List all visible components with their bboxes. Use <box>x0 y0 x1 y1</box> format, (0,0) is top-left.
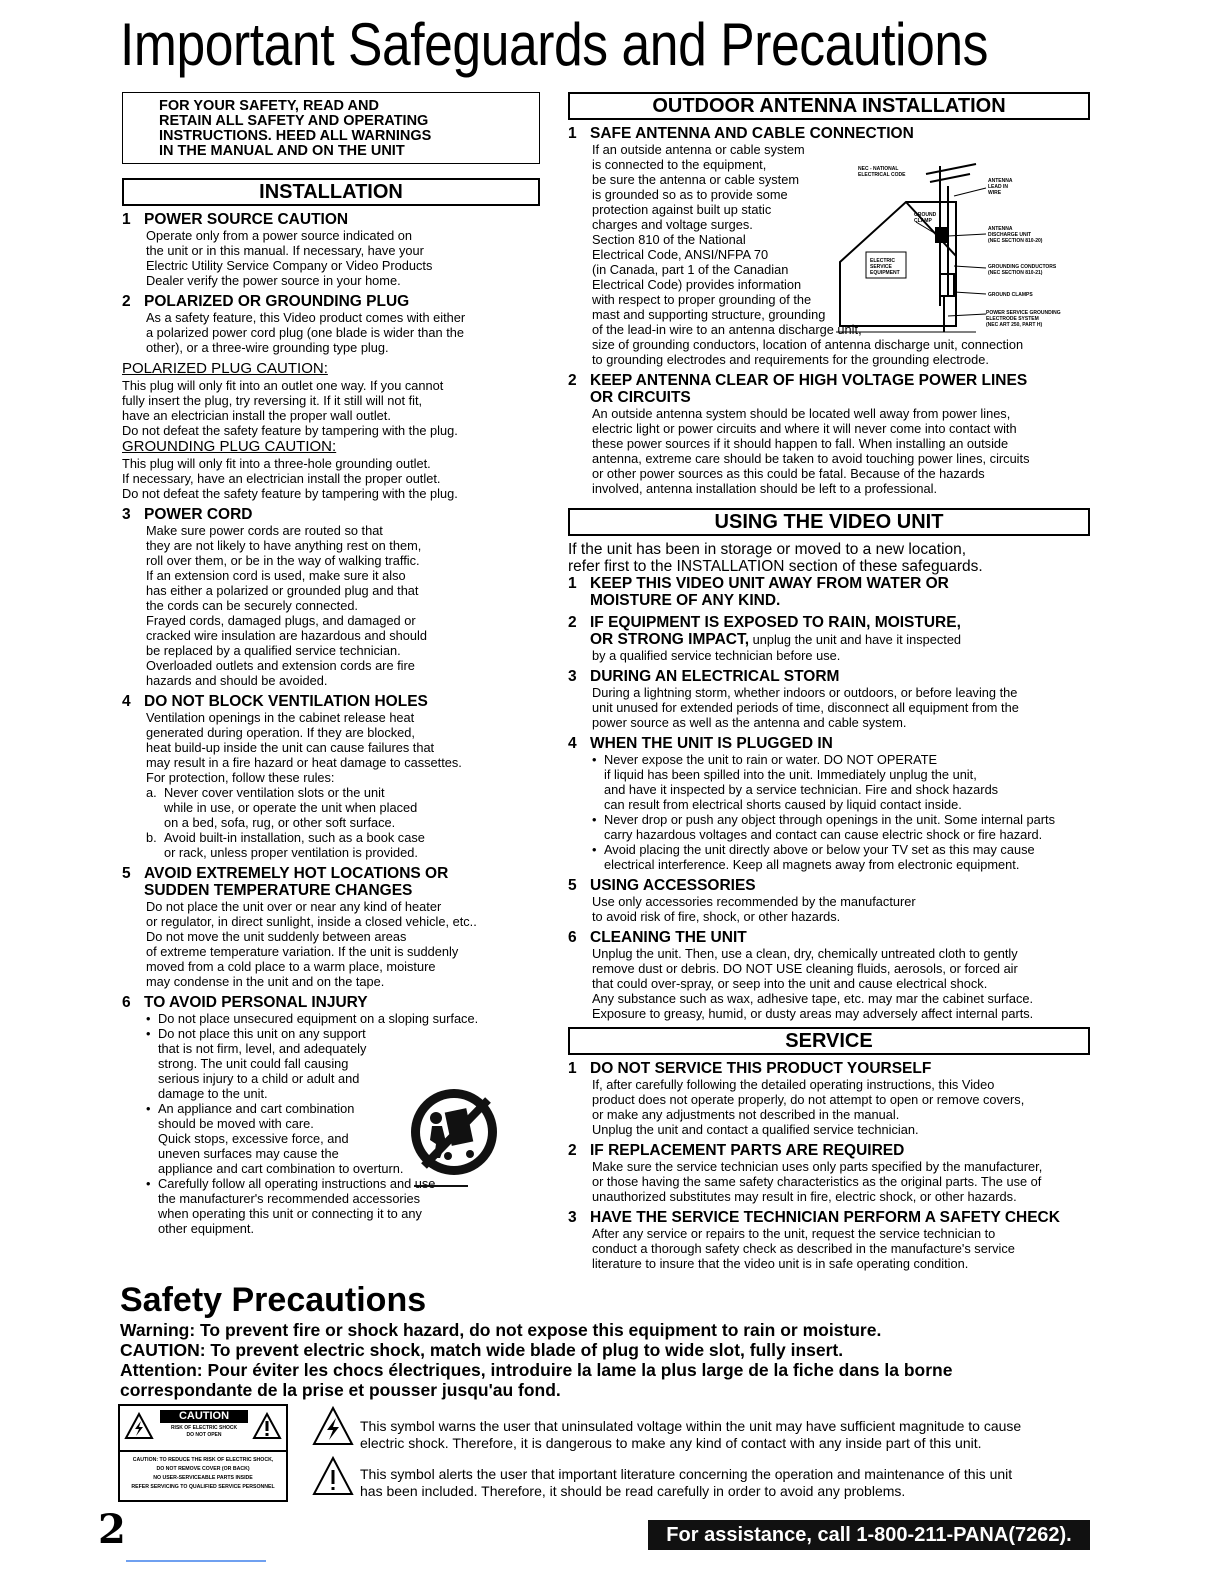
injury-bullet-3: • An appliance and cart combination should be moved with care. Quick stops, excessive force, and uneven surfaces may cause the appliance and cart combination to overturn. <box>146 1101 540 1176</box>
installation-heading: INSTALLATION <box>122 178 540 206</box>
caution-label-text: CAUTION: TO REDUCE THE RISK OF ELECTRIC SHOCK, DO NOT REMOVE COVER (OR BACK) NO USER-SERVICEABLE PARTS INSIDE REFER SERVICING TO QUALIFIED SERVICE PERSONNEL <box>131 1457 275 1490</box>
item-ventilation: 4 DO NOT BLOCK VENTILATION HOLES <box>122 693 428 710</box>
exclamation-warning-icon <box>252 1412 282 1440</box>
warning-text: Warning: To prevent fire or shock hazard, do not expose this equipment to rain or moisture. <box>120 1320 882 1340</box>
plugged-bullet-1: • Never expose the unit to rain or water. DO NOT OPERATE if liquid has been spilled into the unit. Immediately unplug the unit, and have it inspected by a service technician. Fire and shock hazards can result from electrical shorts caused by liquid contact inside. <box>592 752 1090 812</box>
lightning-warning-icon <box>124 1412 154 1440</box>
grounding-caution-title: GROUNDING PLUG CAUTION: <box>122 438 337 455</box>
item-safety-check: 3 HAVE THE SERVICE TECHNICIAN PERFORM A SAFETY CHECK <box>568 1209 1060 1226</box>
plugged-bullet-3: • Avoid placing the unit directly above or below your TV set as this may cause electrical interference. Keep all magnets away from electronic equipment. <box>592 842 1090 872</box>
accessories-text: Use only accessories recommended by the manufacturer to avoid risk of fire, shock, or other hazards. <box>592 894 916 924</box>
item-water: 1 KEEP THIS VIDEO UNIT AWAY FROM WATER OR MOISTURE OF ANY KIND. <box>568 575 949 609</box>
polarized-plug-text: As a safety feature, this Video product comes with either a polarized power cord plug (one blade is wider than the other), or a three-wire grounding type plug. <box>146 310 466 355</box>
ventilation-rule-b: b. Avoid built-in installation, such as a book case or rack, unless proper ventilation is provided. <box>146 830 425 860</box>
safety-block <box>120 1320 1120 1400</box>
item-exposed: 2 IF EQUIPMENT IS EXPOSED TO RAIN, MOISTURE, OR STRONG IMPACT, unplug the unit and have it inspected <box>568 614 962 648</box>
exposed-text: by a qualified service technician before use. <box>592 648 841 663</box>
exclamation-symbol-icon <box>312 1456 354 1496</box>
safe-antenna-text-b: size of grounding conductors, location of antenna discharge unit, connection to grounding electrodes and requirements for the grounding electrode. <box>592 337 1024 367</box>
injury-bullet-1: • Do not place unsecured equipment on a sloping surface. <box>146 1011 540 1026</box>
left-column <box>122 92 540 1236</box>
diagram-electrode-label: POWER SERVICE GROUNDING ELECTRODE SYSTEM (NEC ART 250, PART H) <box>986 310 1061 328</box>
safety-heading: Safety Precautions <box>120 1281 427 1319</box>
item-antenna-clear: 2 KEEP ANTENNA CLEAR OF HIGH VOLTAGE POWER LINES OR CIRCUITS <box>568 372 1028 406</box>
literature-symbol-text: This symbol alerts the user that important literature concerning the operation and maintenance of this unit has been included. Therefore, it should be read carefully in order to avoid any problems. <box>360 1466 1013 1499</box>
cart-tipover-icon <box>408 1082 500 1192</box>
service-heading: SERVICE <box>568 1027 1090 1055</box>
item-personal-injury: 6 TO AVOID PERSONAL INJURY <box>122 994 368 1011</box>
using-intro: If the unit has been in storage or moved to a new location, refer first to the INSTALLATION section of these safeguards. <box>568 541 983 575</box>
ventilation-rule-a: a. Never cover ventilation slots or the unit while in use, or operate the unit when placed on a bed, sofa, rug, or other soft surface. <box>146 785 418 830</box>
polarized-caution-title: POLARIZED PLUG CAUTION: <box>122 360 328 377</box>
lightning-symbol-icon <box>312 1406 354 1446</box>
storm-text: During a lightning storm, whether indoors or outdoors, or before leaving the unit unused for extended periods of time, disconnect all equipment from the power source as well as the antenna and cable system. <box>592 685 1019 730</box>
injury-bullet-2: • Do not place this unit on any support that is not firm, level, and adequately strong. The unit could fall causing serious injury to a child or adult and damage to the unit. <box>146 1026 540 1101</box>
diagram-discharge-label: ANTENNA DISCHARGE UNIT (NEC SECTION 810-20) <box>988 226 1043 244</box>
hot-locations-text: Do not place the unit over or near any kind of heater or regulator, in direct sunlight, inside a closed vehicle, etc.. Do not move the unit suddenly between areas of extreme temperature variation. If the unit is suddenly moved from a cold place to a warm place, moisture may condense in the unit and on the tape. <box>146 899 477 989</box>
intro-box <box>122 92 540 164</box>
diagram-service-label: ELECTRIC SERVICE EQUIPMENT <box>870 258 900 276</box>
grounding-caution-text: This plug will only fit into a three-hole grounding outlet. If necessary, have an electrician install the proper outlet. Do not defeat the safety feature by tampering with the plug. <box>122 456 458 501</box>
page-title: Important Safeguards and Precautions <box>120 11 988 78</box>
cleaning-text: Unplug the unit. Then, use a clean, dry, chemically untreated cloth to gently remove dust or debris. DO NOT USE cleaning fluids, aerosols, or forced air that could over-spray, or seep into the unit and cause electrical shock. Any substance such as wax, adhesive tape, etc. may mar the cabinet surface. Exposure to greasy, humid, or dusty areas may adversely affect internal parts. <box>592 946 1034 1021</box>
ventilation-text: Ventilation openings in the cabinet release heat generated during operation. If they are blocked, heat build-up inside the unit can cause failures that may result in a fire hazard or heat damage to cassettes. For protection, follow these rules: <box>146 710 462 785</box>
item-hot-locations: 5 AVOID EXTREMELY HOT LOCATIONS OR SUDDEN TEMPERATURE CHANGES <box>122 865 449 899</box>
caution-label <box>118 1404 288 1502</box>
item-power-source: 1 POWER SOURCE CAUTION <box>122 211 349 228</box>
antenna-clear-text: An outside antenna system should be located well away from power lines, electric light or power circuits and where it will never come into contact with these power sources if it should happen to fall. When installing an outside antenna, extreme care should be taken to avoid touching power lines, circuits or other power sources as this could be fatal. Because of the hazards involved, antenna installation should be left to a professional. <box>592 406 1030 496</box>
item-no-self-service: 1 DO NOT SERVICE THIS PRODUCT YOURSELF <box>568 1060 932 1077</box>
polarized-caution-text: This plug will only fit into an outlet one way. If you cannot fully insert the plug, try reversing it. If it still will not fit, have an electrician install the proper wall outlet. Do not defeat the safety feature by tampering with the plug. <box>122 378 458 438</box>
using-heading: USING THE VIDEO UNIT <box>568 508 1090 536</box>
power-source-text: Operate only from a power source indicated on the unit or in this manual. If necessary, have your Electric Utility Service Company or Video Products Dealer verify the power source in your home. <box>146 228 433 288</box>
plugged-bullet-2: • Never drop or push any object through openings in the unit. Some internal parts carry hazardous voltages and contact can cause electric shock or fire hazard. <box>592 812 1090 842</box>
item-plugged-in: 4 WHEN THE UNIT IS PLUGGED IN <box>568 735 833 752</box>
diagram-nec-label: NEC - NATIONAL ELECTRICAL CODE <box>858 166 906 178</box>
item-power-cord: 3 POWER CORD <box>122 506 253 523</box>
attention-text: Attention: Pour éviter les chocs électriques, introduire la lame la plus large de la fiche dans la borne correspondante de la prise et pousser jusqu'au fond. <box>120 1360 953 1400</box>
item-accessories: 5 USING ACCESSORIES <box>568 877 756 894</box>
antenna-grounding-diagram <box>836 156 1092 340</box>
diagram-lead-in-label: ANTENNA LEAD IN WIRE <box>988 178 1013 196</box>
safety-check-text: After any service or repairs to the unit, request the service technician to conduct a thorough safety check as described in the manufacture's service literature to insure that the video unit is in safe operating condition. <box>592 1226 1015 1271</box>
caution-text: CAUTION: To prevent electric shock, match wide blade of plug to wide slot, fully insert. <box>120 1340 844 1360</box>
shock-symbol-text: This symbol warns the user that uninsulated voltage within the unit may have sufficient magnitude to cause electric shock. Therefore, it is dangerous to make any kind of contact with any inside part of this unit. <box>360 1418 1022 1451</box>
assistance-banner: For assistance, call 1-800-211-PANA(7262). <box>648 1520 1090 1550</box>
bottom-divider <box>126 1560 266 1562</box>
no-self-service-text: If, after carefully following the detailed operating instructions, this Video product does not operate properly, do not attempt to open or remove covers, or make any adjustments not described in the manual. Unplug the unit and contact a qualified service technician. <box>592 1077 1025 1137</box>
item-storm: 3 DURING AN ELECTRICAL STORM <box>568 668 840 685</box>
item-replacement-parts: 2 IF REPLACEMENT PARTS ARE REQUIRED <box>568 1142 905 1159</box>
diagram-conductors-label: GROUNDING CONDUCTORS (NEC SECTION 810-21) <box>988 264 1057 276</box>
safe-antenna-text-a: If an outside antenna or cable system is connected to the equipment, be sure the antenna or cable system is grounded so as to provide some protection against built up static charges and voltage surges. Section 810 of the National Electrical Code, ANSI/NFPA 70 (in Canada, part 1 of the Canadian Electrical Code) provides information with respect to proper grounding of the mast and supporting structure, grounding of the lead-in wire to an antenna discharge unit, <box>592 142 862 337</box>
item-safe-antenna: 1 SAFE ANTENNA AND CABLE CONNECTION <box>568 125 914 142</box>
diagram-clamps-label: GROUND CLAMPS <box>988 292 1033 298</box>
outdoor-heading: OUTDOOR ANTENNA INSTALLATION <box>568 92 1090 120</box>
item-polarized-plug: 2 POLARIZED OR GROUNDING PLUG <box>122 293 410 310</box>
intro-text: FOR YOUR SAFETY, READ AND RETAIN ALL SAFETY AND OPERATING INSTRUCTIONS. HEED ALL WARNINGS IN THE MANUAL AND ON THE UNIT <box>159 98 432 159</box>
page-number: 2 <box>98 1506 126 1553</box>
diagram-ground-clamp-label: GROUND CLAMP <box>914 212 937 224</box>
injury-bullet-4: • Carefully follow all operating instructions and use the manufacturer's recommended accessories when operating this unit or connecting it to any other equipment. <box>146 1176 540 1236</box>
replacement-parts-text: Make sure the service technician uses only parts specified by the manufacturer, or those having the same safety characteristics as the original parts. The use of unauthorized substitutes may result in fire, electric shock, or other hazards. <box>592 1159 1043 1204</box>
caution-label-title: CAUTION <box>160 1410 248 1423</box>
power-cord-text: Make sure power cords are routed so that they are not likely to have anything rest on them, roll over them, or be in the way of walking traffic. If an extension cord is used, make sure it also has either a polarized or grounded plug and that the cords can be securely connected. Frayed cords, damaged plugs, and damaged or cracked wire insulation are hazardous and should be replaced by a qualified service technician. Overloaded outlets and extension cords are fire hazards and should be avoided. <box>146 523 427 688</box>
item-cleaning: 6 CLEANING THE UNIT <box>568 929 747 946</box>
caution-label-risk: RISK OF ELECTRIC SHOCK DO NOT OPEN <box>170 1425 238 1438</box>
